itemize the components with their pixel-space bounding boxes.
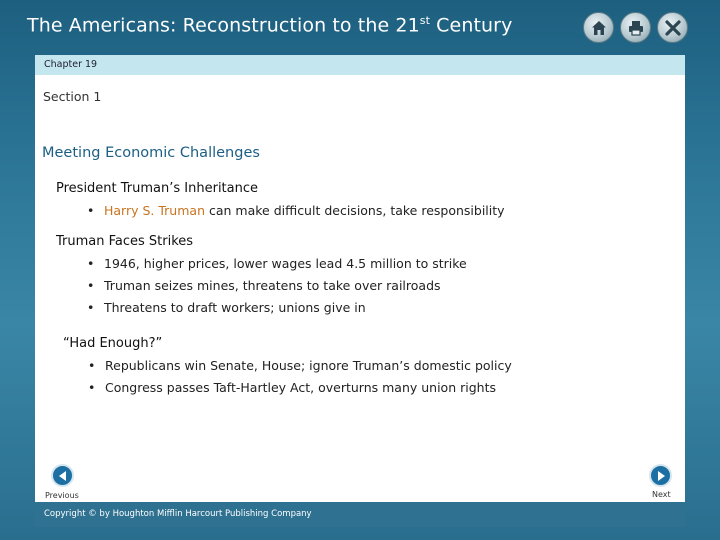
print-icon xyxy=(627,19,645,37)
page-title: The Americans: Reconstruction to the 21st Century xyxy=(27,14,513,37)
group-title: President Truman’s Inheritance xyxy=(56,181,259,196)
slide-content xyxy=(35,75,685,502)
list-item: • Harry S. Truman can make difficult decisions, take responsibility xyxy=(87,203,505,218)
top-toolbar xyxy=(583,12,688,43)
arrow-left-icon xyxy=(57,470,69,482)
home-button[interactable] xyxy=(583,12,614,43)
home-icon xyxy=(590,19,608,37)
list-item: • Truman seizes mines, threatens to take over railroads xyxy=(87,278,441,293)
chapter-bar xyxy=(35,55,685,75)
list-item: • Congress passes Taft-Hartley Act, overturns many union rights xyxy=(88,380,496,395)
print-button[interactable] xyxy=(620,12,651,43)
close-button[interactable] xyxy=(657,12,688,43)
group-title: Truman Faces Strikes xyxy=(56,234,194,249)
copyright-text: Copyright © by Houghton Mifflin Harcourt Publishing Company xyxy=(44,509,312,519)
next-label[interactable]: Next xyxy=(652,490,671,499)
group-title: “Had Enough?” xyxy=(63,336,163,351)
previous-label[interactable]: Previous xyxy=(45,491,79,500)
section-label: Section 1 xyxy=(43,89,102,104)
list-item: • Republicans win Senate, House; ignore Truman’s domestic policy xyxy=(88,358,512,373)
list-item: • Threatens to draft workers; unions give in xyxy=(87,300,366,315)
previous-button[interactable] xyxy=(51,464,74,487)
arrow-right-icon xyxy=(655,470,667,482)
close-icon xyxy=(664,19,682,37)
footer-bar xyxy=(35,502,685,527)
next-button[interactable] xyxy=(649,464,672,487)
chapter-label: Chapter 19 xyxy=(44,59,98,70)
slide-heading: Meeting Economic Challenges xyxy=(42,145,260,161)
highlight-term: Harry S. Truman xyxy=(104,203,205,218)
list-item: • 1946, higher prices, lower wages lead 4.5 million to strike xyxy=(87,256,467,271)
